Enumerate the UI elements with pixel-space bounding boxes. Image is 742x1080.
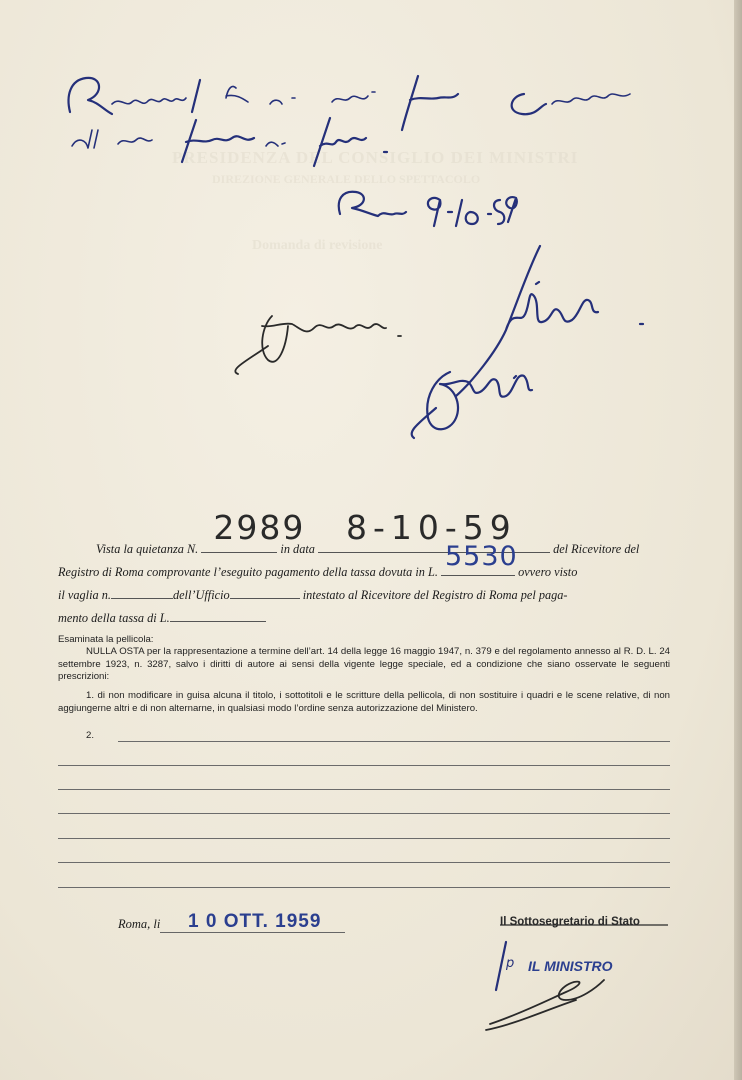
show-through-background: PRESIDENZA DEL CONSIGLIO DEI MINISTRI DIREZIONE GENERALE DELLO SPETTACOLO Domanda di revisione	[172, 148, 579, 253]
form-line-4	[58, 607, 678, 630]
amount-value: 5530	[444, 541, 518, 572]
handwritten-note	[69, 76, 630, 166]
form-line-1	[58, 508, 678, 561]
prescription-2-number: 2.	[86, 730, 95, 741]
prescription-line	[58, 789, 670, 790]
signature-3	[412, 372, 532, 438]
vaglia-number-field	[111, 584, 173, 599]
in-data-label: in data	[280, 542, 315, 556]
prescription-line	[58, 862, 670, 863]
intestato-label: intestato al Ricevitore del Registro di Roma pel paga-	[302, 588, 568, 602]
handwritten-place-date	[339, 192, 517, 226]
ricevitore-label: del Ricevitore del	[553, 542, 640, 556]
quietanza-label: Vista la quietanza N.	[96, 542, 199, 556]
signature-1	[235, 316, 401, 374]
amount-field	[441, 541, 518, 576]
vaglia-label: il vaglia n.	[58, 588, 111, 602]
signatory-title: Il Sottosegretario di Stato	[500, 916, 640, 928]
handwriting-layer	[0, 0, 742, 470]
quietanza-date-value: 8-10-59	[346, 508, 517, 547]
prescription-line	[58, 838, 670, 839]
ufficio-field	[230, 584, 300, 599]
date-stamp: 1 0 OTT. 1959	[188, 911, 322, 932]
ovvero-visto-label: ovvero visto	[518, 565, 578, 579]
place-date-label: Roma, li	[118, 917, 161, 931]
prescription-line	[58, 887, 670, 888]
signatory-office: IL MINISTRO	[528, 958, 613, 974]
prescription-1: 1. di non modificare in guisa alcuna il titolo, i sottotitoli e le scritture della pellicola, di non sostituire i quadri e le scene relative, di non aggiungerne altri e di non alternarne, in qualsiasi modo l’ordine senza autorizzazione del Ministero.	[58, 690, 670, 714]
signature-ministro	[486, 980, 604, 1030]
per-stroke	[496, 942, 506, 990]
signatory-per: p	[506, 956, 515, 971]
esaminata-heading: Esaminata la pellicola:	[58, 634, 154, 645]
nulla-osta-text: NULLA OSTA per la rappresentazione a termine dell’art. 14 della legge 16 maggio 1947, n. 379 e del regolamento annesso al R. D. L. 24 settembre 1923, n. 3287, salvo i diritti di autore ai sensi della vigente legge speciale, ed a condizione che siano osservate le seguenti prescrizioni:	[58, 646, 670, 683]
form-line-3	[58, 584, 678, 607]
prescription-line	[58, 765, 670, 766]
prescription-line	[58, 813, 670, 814]
prescription-line	[118, 741, 670, 742]
registro-label: Registro di Roma comprovante l’eseguito pagamento della tassa dovuta in L.	[58, 565, 438, 579]
tassa-label: mento della tassa di L.	[58, 611, 170, 625]
ufficio-label: dell’Ufficio	[172, 588, 230, 602]
tassa-field	[170, 607, 266, 622]
signature-2	[456, 246, 643, 396]
quietanza-number-value: 2989	[213, 508, 306, 547]
